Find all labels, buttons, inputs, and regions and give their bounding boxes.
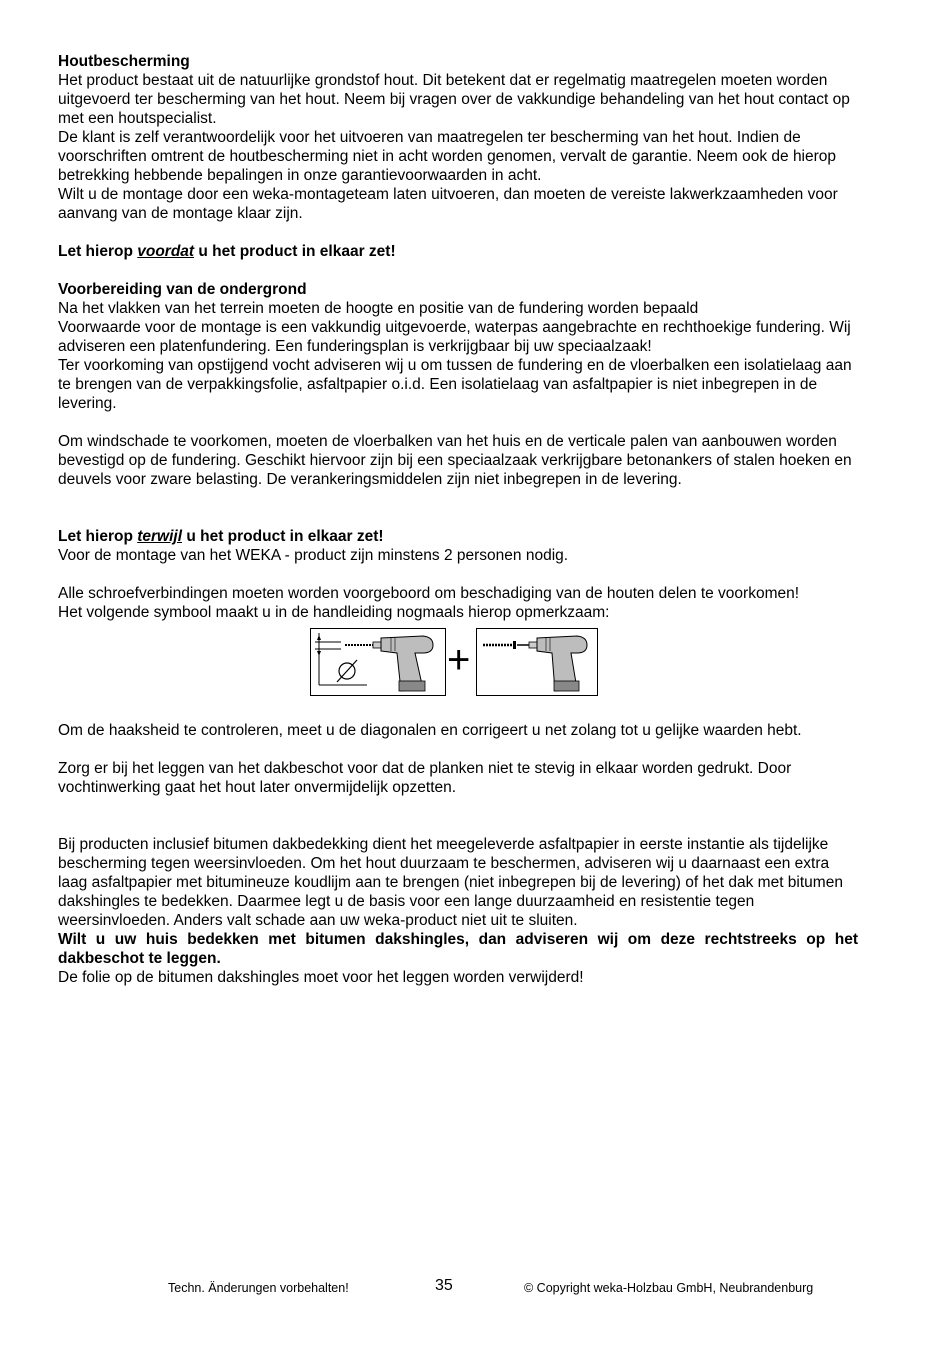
section-title-houtbescherming: Houtbescherming	[58, 53, 190, 70]
paragraph: Na het vlakken van het terrein moeten de hoogte en positie van de fundering worden bepaald	[58, 300, 699, 317]
footer-disclaimer: Techn. Änderungen vorbehalten!	[168, 1281, 349, 1295]
heading-terwijl: Let hierop terwijl u het product in elkaar zet!	[58, 528, 384, 545]
paragraph: Voor de montage van het WEKA - product zijn minstens 2 personen nodig.	[58, 547, 569, 564]
screw-drill-symbol-icon	[476, 628, 598, 696]
plus-sign: +	[447, 638, 471, 682]
section-title-ondergrond: Voorbereiding van de ondergrond	[58, 281, 307, 298]
document-body	[58, 52, 858, 987]
paragraph: Om windschade te voorkomen, moeten de vloerbalken van het huis en de verticale palen van aanbouwen worden bevestigd op de fundering. Geschikt hiervoor zijn bij een speciaalzaak verkrijgbare betonankers of stalen hoeken en deuvels voor zware belasting. De verankeringsmiddelen zijn niet inbegrepen in de levering.	[58, 433, 852, 488]
paragraph: Het product bestaat uit de natuurlijke grondstof hout. Dit betekent dat er regelmatig maatregelen moeten worden uitgevoerd ter bescherming van het hout. Neem bij vragen over de vakkundige behandeling van het hout contact op met een houtspecialist.	[58, 72, 850, 127]
drill-symbol-row	[58, 628, 858, 712]
paragraph: Bij producten inclusief bitumen dakbedekking dient het meegeleverde asfaltpapier in eerste instantie als tijdelijke bescherming tegen weersinvloeden. Om het hout duurzaam te beschermen, adviseren wij u daarnaast een extra laag asfaltpapier met bitumineuze koudlijm aan te brengen (niet inbegrepen bij de levering) of het dak met bitumen dakshingles te bedekken. Daarmee legt u de basis voor een lange duurzaamheid en resistentie tegen weersinvloeden. Anders valt schade aan uw weka-product niet uit te sluiten.	[58, 836, 843, 929]
paragraph: Wilt u de montage door een weka-montageteam laten uitvoeren, dan moeten de vereiste lakwerkzaamheden voor aanvang van de montage klaar zijn.	[58, 186, 838, 222]
page-number: 35	[435, 1277, 453, 1294]
paragraph: De folie op de bitumen dakshingles moet voor het leggen worden verwijderd!	[58, 969, 584, 986]
paragraph: Om de haaksheid te controleren, meet u de diagonalen en corrigeert u net zolang tot u gelijke waarden hebt.	[58, 722, 802, 739]
heading-voordat: Let hierop voordat u het product in elkaar zet!	[58, 243, 396, 260]
footer-copyright: © Copyright weka-Holzbau GmbH, Neubrandenburg	[524, 1281, 814, 1295]
paragraph: Zorg er bij het leggen van het dakbeschot voor dat de planken niet te stevig in elkaar worden gedrukt. Door vochtinwerking gaat het hout later onvermijdelijk opzetten.	[58, 760, 792, 796]
emphasis-voordat: voordat	[137, 243, 195, 260]
paragraph: Alle schroefverbindingen moeten worden voorgeboord om beschadiging van de houten delen te voorkomen!	[58, 585, 800, 602]
paragraph: Ter voorkoming van opstijgend vocht adviseren wij u om tussen de fundering en de vloerbalken een isolatielaag aan te brengen van de verpakkingsfolie, asfaltpapier o.i.d. Een isolatielaag van asfaltpapier is niet inbegrepen in de levering.	[58, 357, 852, 412]
pre-drill-symbol-icon	[310, 628, 446, 696]
paragraph: De klant is zelf verantwoordelijk voor het uitvoeren van maatregelen ter bescherming van het hout. Indien de voorschriften omtrent de houtbescherming niet in acht worden genomen, vervalt de garantie. Neem ook de hierop betrekking hebbende bepalingen in onze garantievoorwaarden in acht.	[58, 129, 837, 184]
paragraph: Voorwaarde voor de montage is een vakkundig uitgevoerde, waterpas aangebrachte en rechthoekige fundering. Wij adviseren een platenfundering. Een funderingsplan is verkrijgbaar bij uw speciaalzaak!	[58, 319, 851, 355]
bold-advice: Wilt u uw huis bedekken met bitumen dakshingles, dan adviseren wij om deze rechtstreeks op het dakbeschot te leggen.	[58, 931, 858, 967]
paragraph: Het volgende symbool maakt u in de handleiding nogmaals hierop opmerkzaam:	[58, 604, 610, 621]
emphasis-terwijl: terwijl	[137, 528, 183, 545]
